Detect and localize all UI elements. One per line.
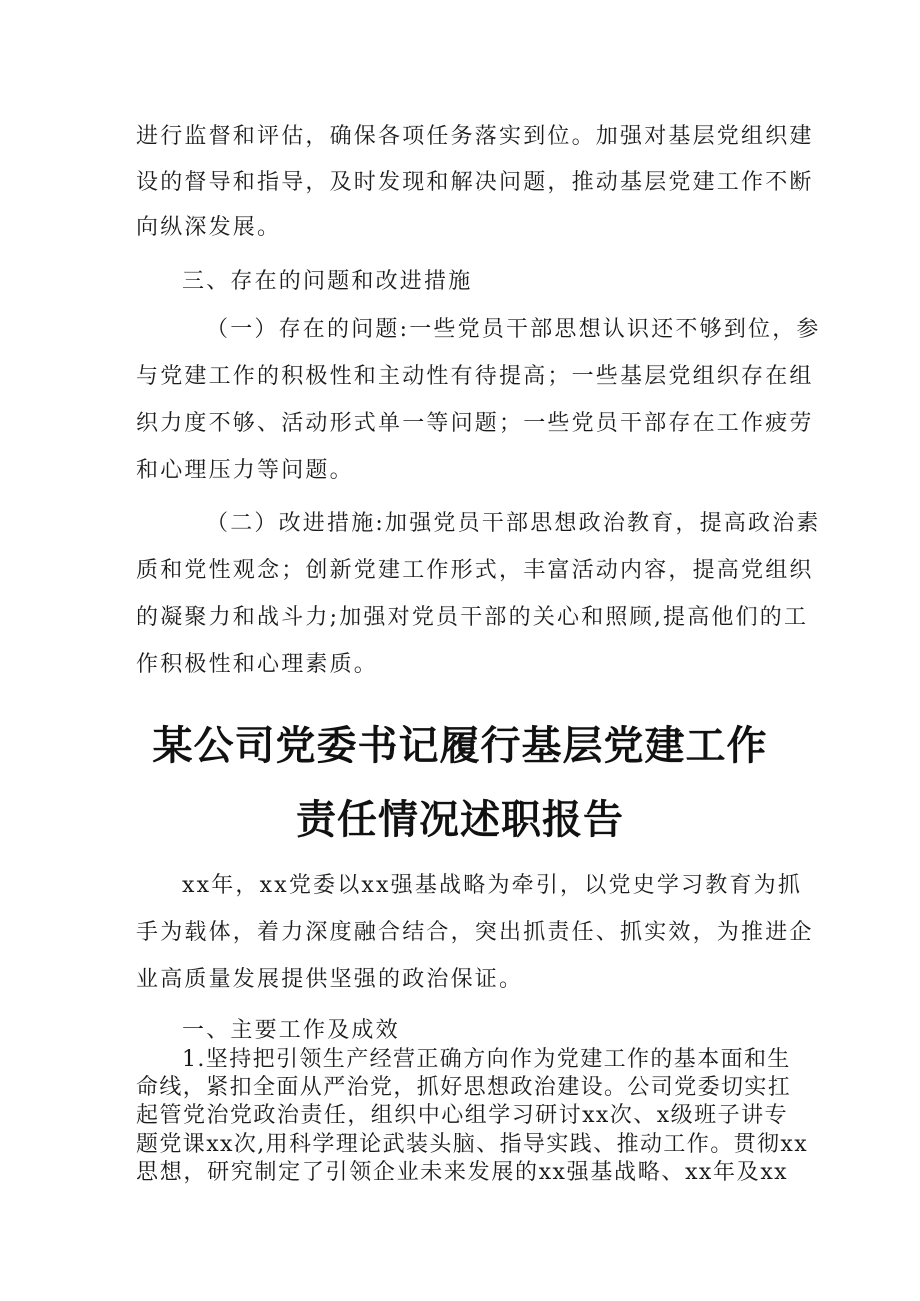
text-line: 向纵深发展。	[136, 215, 282, 240]
text-line: 织力度不够、活动形式单一等问题；一些党员干部存在工作疲劳	[136, 411, 814, 436]
paragraph-problems	[136, 306, 821, 494]
text-line: 与党建工作的积极性和主动性有待提高；一些基层党组织存在组	[136, 364, 814, 389]
text-line: 思想，研究制定了引领企业未来发展的xx强基战略、xx年及xx	[136, 1159, 788, 1185]
text-line: 质和党性观念；创新党建工作形式，丰富活动内容，提高党组织	[136, 558, 814, 583]
paragraph-item-1	[136, 1046, 809, 1187]
text-line: 题党课xx次,用科学理论武装头脑、指导实践、推动工作。贯彻xx	[136, 1131, 809, 1157]
heading-text: 三、存在的问题和改进措施	[182, 269, 473, 294]
text-line: 手为载体，着力深度融合结合，突出抓责任、抓实效，为推进企	[136, 920, 814, 945]
text-line: （二）改进措施:加强党员干部思想政治教育，提高政治素	[206, 511, 821, 536]
text-line: 设的督导和指导，及时发现和解决问题，推动基层党建工作不断	[136, 169, 814, 195]
report-title-line-2: 责任情况述职报告	[296, 797, 624, 843]
text-line: 和心理压力等问题。	[136, 458, 354, 483]
paragraph-measures	[136, 500, 821, 688]
paragraph-intro	[136, 862, 814, 1003]
paragraph-supervision	[136, 114, 814, 251]
report-title-line-1: 某公司党委书记履行基层党建工作	[152, 723, 768, 769]
heading-text: 一、主要工作及成效	[182, 1018, 400, 1043]
text-line: （一）存在的问题:一些党员干部思想认识还不够到位，参	[206, 317, 821, 342]
section-heading-main-work	[136, 1016, 788, 1046]
text-line: 1.坚持把引领生产经营正确方向作为党建工作的基本面和生	[182, 1047, 791, 1072]
text-line: 起管党治党政治责任，组织中心组学习研讨xx次、x级班子讲专	[136, 1103, 788, 1129]
text-line: 业高质量发展提供坚强的政治保证。	[136, 967, 524, 992]
section-heading-problems	[136, 259, 788, 305]
text-line: 的凝聚力和战斗力;加强对党员干部的关心和照顾,提高他们的工	[136, 605, 809, 630]
text-line: 进行监督和评估，确保各项任务落实到位。加强对基层党组织建	[136, 124, 814, 149]
text-line: 作积极性和心理素质。	[136, 652, 379, 677]
text-line: xx年，xx党委以xx强基战略为牵引，以党史学习教育为抓	[182, 873, 803, 898]
text-line: 命线，紧扣全面从严治党，抓好思想政治建设。公司党委切实扛	[136, 1075, 792, 1101]
